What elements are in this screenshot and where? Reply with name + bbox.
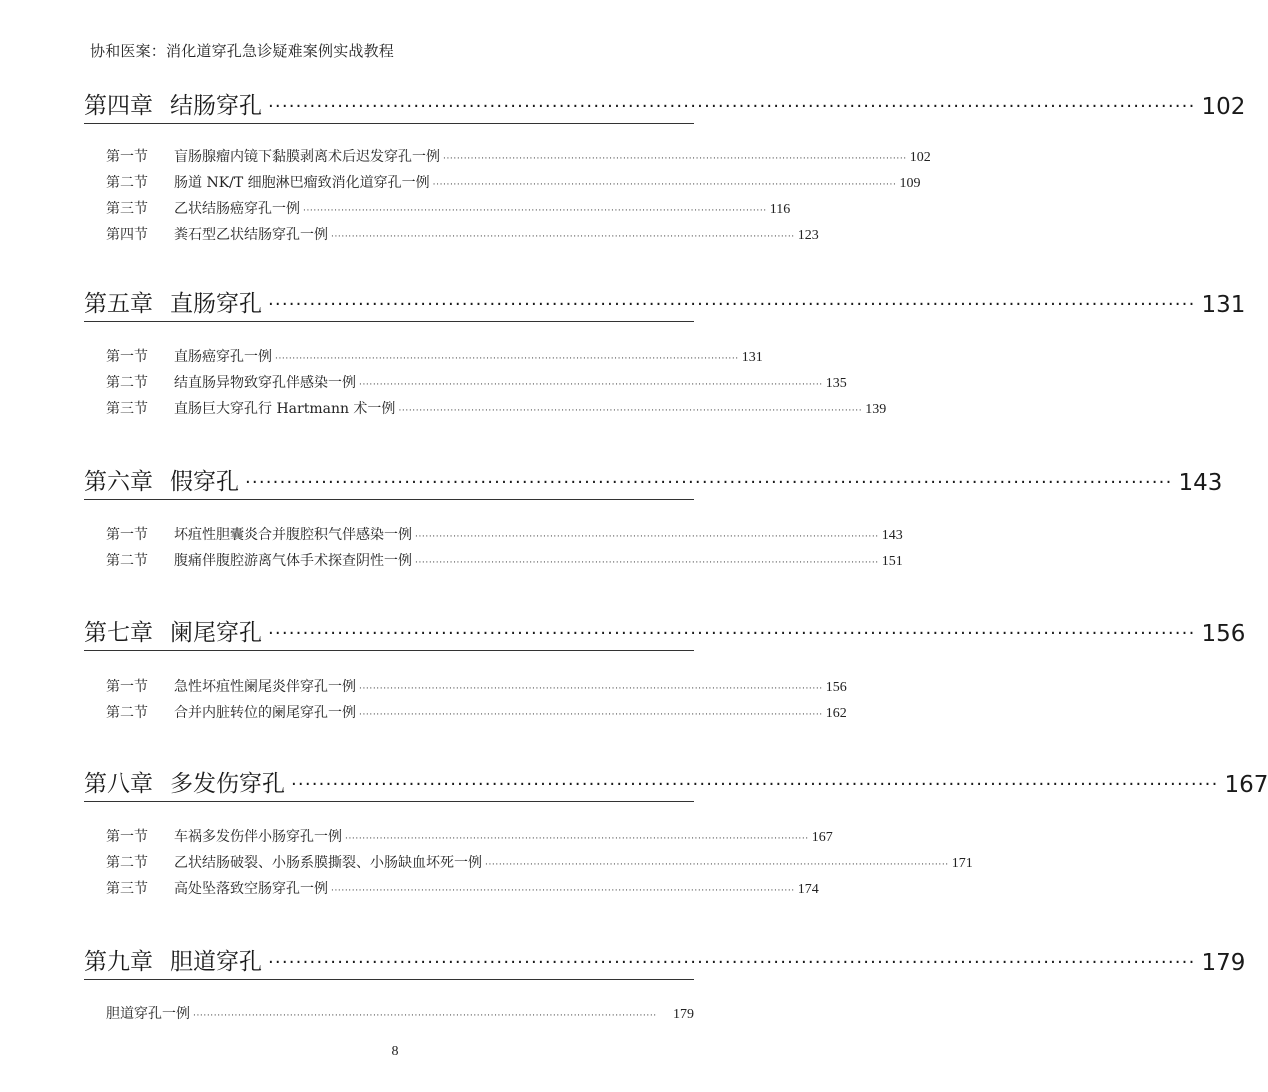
section-title: 胆道穿孔一例 xyxy=(106,1006,190,1022)
section-page-number: 171 xyxy=(951,856,973,871)
section-number: 第二节 xyxy=(106,175,148,191)
section-page-number: 179 xyxy=(673,1007,694,1022)
dot-leader: ······································································································································ xyxy=(193,1011,657,1021)
section-title: 结直肠异物致穿孔伴感染一例 xyxy=(174,375,356,391)
section-title: 盲肠腺瘤内镜下黏膜剥离术后迟发穿孔一例 xyxy=(174,149,440,165)
section-page-number: 139 xyxy=(865,402,887,417)
chapter-number: 第九章 xyxy=(84,949,153,975)
section-entry[interactable] xyxy=(106,398,887,420)
section-number: 第三节 xyxy=(106,881,148,897)
chapter-heading[interactable] xyxy=(84,84,1246,124)
section-title: 肠道 NK/T 细胞淋巴瘤致消化道穿孔一例 xyxy=(174,175,430,191)
section-title: 坏疽性胆囊炎合并腹腔积气伴感染一例 xyxy=(174,527,412,543)
chapter-number: 第七章 xyxy=(84,620,153,646)
dot-leader: ······································································································································ xyxy=(432,180,897,190)
dot-leader: ······································································································································ xyxy=(359,380,823,390)
section-page-number: 116 xyxy=(769,202,791,217)
chapter-title: 直肠穿孔 xyxy=(170,291,262,317)
section-entry[interactable] xyxy=(106,524,903,546)
dot-leader: ······································································································································ xyxy=(415,532,879,542)
section-number: 第二节 xyxy=(106,705,148,721)
section-number: 第二节 xyxy=(106,553,148,569)
section-entry[interactable] xyxy=(106,550,903,572)
chapter-title: 结肠穿孔 xyxy=(170,93,262,119)
dot-leader: ······································································································································ xyxy=(291,774,1219,795)
chapter-heading[interactable] xyxy=(84,940,1246,980)
dot-leader: ······································································································································ xyxy=(268,294,1196,315)
dot-leader: ······································································································································ xyxy=(268,623,1196,644)
dot-leader: ······································································································································ xyxy=(268,96,1196,117)
chapter-page-number: 131 xyxy=(1201,292,1246,318)
dot-leader: ······································································································································ xyxy=(398,406,863,416)
section-number: 第二节 xyxy=(106,855,148,871)
section-page-number: 174 xyxy=(797,882,819,897)
section-entry[interactable] xyxy=(106,676,847,698)
section-entry[interactable] xyxy=(106,878,819,900)
dot-leader: ······································································································································ xyxy=(345,834,809,844)
section-title: 车祸多发伤伴小肠穿孔一例 xyxy=(174,829,342,845)
section-page-number: 162 xyxy=(825,706,847,721)
running-header: 协和医案：消化道穿孔急诊疑难案例实战教程 xyxy=(90,42,395,60)
section-page-number: 167 xyxy=(811,830,833,845)
chapter-number: 第四章 xyxy=(84,93,153,119)
chapter-title: 胆道穿孔 xyxy=(170,949,262,975)
section-page-number: 156 xyxy=(825,680,847,695)
dot-leader: ······································································································································ xyxy=(331,232,795,242)
section-number: 第一节 xyxy=(106,829,148,845)
section-page-number: 102 xyxy=(909,150,931,165)
section-page-number: 143 xyxy=(881,528,903,543)
section-number: 第三节 xyxy=(106,401,148,417)
chapter-number: 第五章 xyxy=(84,291,153,317)
section-number: 第三节 xyxy=(106,201,148,217)
dot-leader: ······································································································································ xyxy=(331,886,795,896)
section-number: 第一节 xyxy=(106,149,148,165)
dot-leader: ······································································································································ xyxy=(275,354,739,364)
dot-leader: ······································································································································ xyxy=(415,558,879,568)
section-title: 高处坠落致空肠穿孔一例 xyxy=(174,881,328,897)
dot-leader: ······································································································································ xyxy=(245,472,1173,493)
dot-leader: ······································································································································ xyxy=(359,710,823,720)
section-number: 第二节 xyxy=(106,375,148,391)
section-title: 乙状结肠癌穿孔一例 xyxy=(174,201,300,217)
chapter-heading[interactable] xyxy=(84,282,1246,322)
section-title: 粪石型乙状结肠穿孔一例 xyxy=(174,227,328,243)
section-title: 合并内脏转位的阑尾穿孔一例 xyxy=(174,705,356,721)
chapter-title: 多发伤穿孔 xyxy=(170,771,285,797)
chapter-title: 阑尾穿孔 xyxy=(170,620,262,646)
section-entry[interactable] xyxy=(106,146,931,168)
section-entry[interactable] xyxy=(106,1003,694,1025)
section-page-number: 135 xyxy=(825,376,847,391)
dot-leader: ······································································································································ xyxy=(303,206,767,216)
section-entry[interactable] xyxy=(106,372,847,394)
chapter-title: 假穿孔 xyxy=(170,469,239,495)
section-title: 腹痛伴腹腔游离气体手术探查阴性一例 xyxy=(174,553,412,569)
section-entry[interactable] xyxy=(106,346,763,368)
section-title: 直肠癌穿孔一例 xyxy=(174,349,272,365)
section-title: 直肠巨大穿孔行 Hartmann 术一例 xyxy=(174,401,396,417)
section-entry[interactable] xyxy=(106,198,791,220)
section-entry[interactable] xyxy=(106,852,973,874)
section-page-number: 109 xyxy=(899,176,921,191)
section-entry[interactable] xyxy=(106,172,921,194)
section-page-number: 151 xyxy=(881,554,903,569)
section-entry[interactable] xyxy=(106,826,833,848)
section-number: 第一节 xyxy=(106,679,148,695)
section-number: 第一节 xyxy=(106,349,148,365)
section-number: 第一节 xyxy=(106,527,148,543)
section-entry[interactable] xyxy=(106,224,819,246)
section-title: 急性坏疽性阑尾炎伴穿孔一例 xyxy=(174,679,356,695)
chapter-heading[interactable] xyxy=(84,460,1223,500)
page-number: 8 xyxy=(391,1044,399,1059)
chapter-page-number: 156 xyxy=(1201,621,1246,647)
section-number: 第四节 xyxy=(106,227,148,243)
section-page-number: 131 xyxy=(741,350,763,365)
dot-leader: ······································································································································ xyxy=(359,684,823,694)
dot-leader: ······································································································································ xyxy=(485,860,949,870)
chapter-number: 第六章 xyxy=(84,469,153,495)
section-page-number: 123 xyxy=(797,228,819,243)
chapter-heading[interactable] xyxy=(84,762,1268,802)
section-entry[interactable] xyxy=(106,702,847,724)
chapter-page-number: 167 xyxy=(1224,772,1268,798)
chapter-page-number: 179 xyxy=(1201,950,1246,976)
chapter-heading[interactable] xyxy=(84,611,1246,651)
dot-leader: ······································································································································ xyxy=(268,952,1196,973)
chapter-page-number: 102 xyxy=(1201,94,1246,120)
chapter-page-number: 143 xyxy=(1178,470,1223,496)
dot-leader: ······································································································································ xyxy=(443,154,907,164)
chapter-number: 第八章 xyxy=(84,771,153,797)
section-title: 乙状结肠破裂、小肠系膜撕裂、小肠缺血坏死一例 xyxy=(174,855,482,871)
